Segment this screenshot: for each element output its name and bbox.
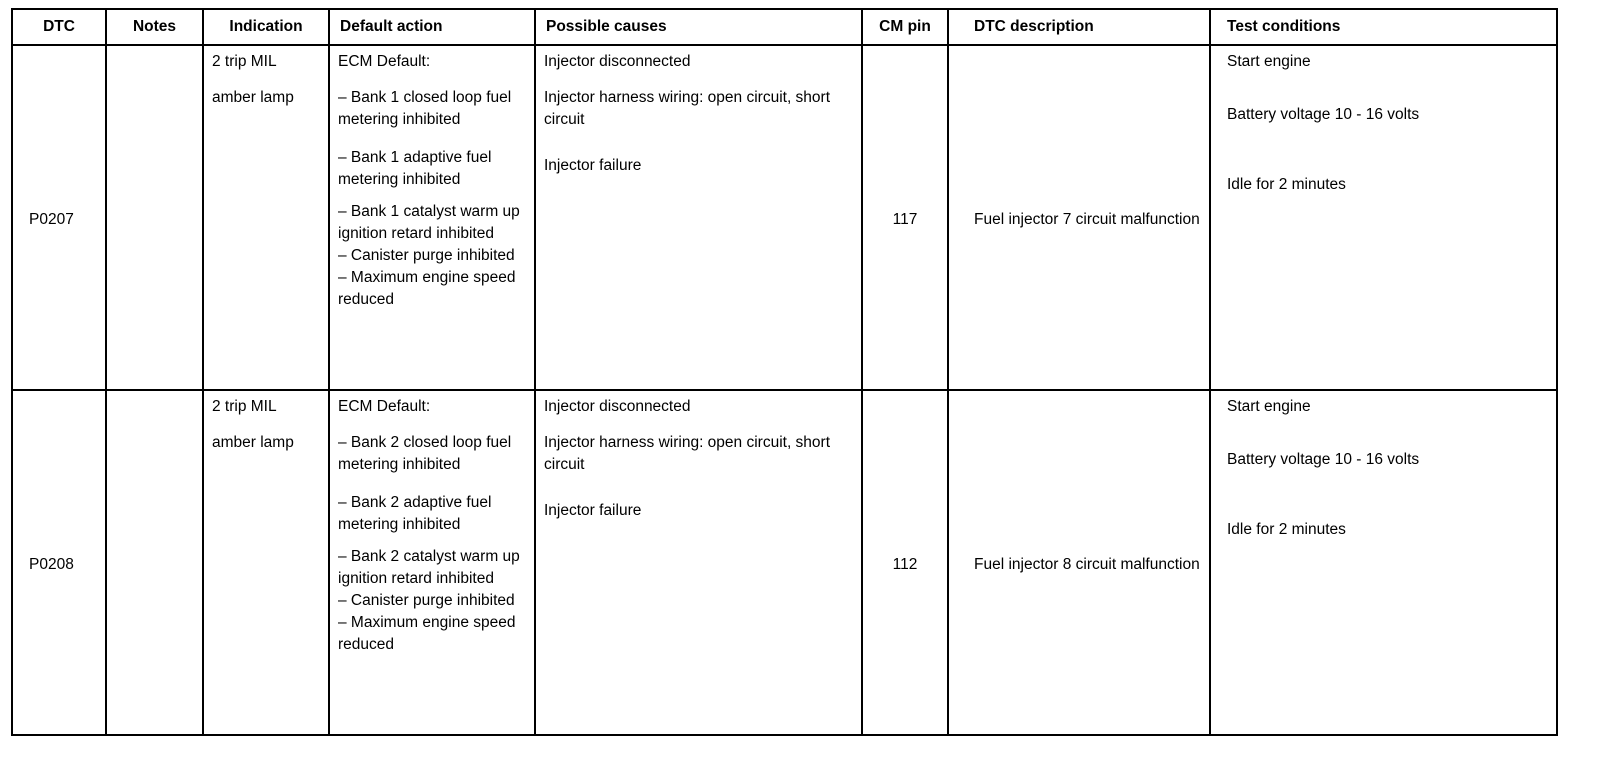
- indication-line: 2 trip MIL: [212, 53, 277, 70]
- default-action-line: – Bank 1 closed loop fuel metering inhibited: [338, 89, 512, 128]
- default-action-line: ECM Default:: [338, 53, 431, 70]
- header-row: [12, 9, 1557, 45]
- default-action-line: – Bank 2 catalyst warm up ignition retard inhibited: [338, 548, 520, 587]
- possible-cause-line: Injector disconnected: [544, 53, 691, 70]
- default-action-line: ECM Default:: [338, 398, 431, 415]
- header-dtc: DTC: [12, 9, 106, 45]
- possible-cause-line: Injector disconnected: [544, 398, 691, 415]
- indication-line: amber lamp: [212, 89, 294, 106]
- header-notes: Notes: [106, 9, 203, 45]
- dtc-table: [11, 8, 1558, 736]
- test-condition-line: Start engine: [1227, 398, 1311, 415]
- default-action-line: – Maximum engine speed reduced: [338, 614, 516, 653]
- test-conditions-cell: [1210, 390, 1557, 735]
- cm-pin: 117: [862, 45, 948, 390]
- header-dtc-description: DTC description: [948, 9, 1210, 45]
- default-action-cell: [329, 390, 535, 735]
- default-action-line: – Bank 1 adaptive fuel metering inhibited: [338, 149, 492, 188]
- possible-causes-cell: [535, 390, 862, 735]
- indication-line: 2 trip MIL: [212, 398, 277, 415]
- header-possible-causes: Possible causes: [535, 9, 862, 45]
- default-action-line: – Bank 2 adaptive fuel metering inhibited: [338, 494, 492, 533]
- indication-cell: [203, 45, 329, 390]
- default-action-line: – Canister purge inhibited: [338, 592, 515, 609]
- default-action-cell: [329, 45, 535, 390]
- possible-causes-cell: [535, 45, 862, 390]
- indication-line: amber lamp: [212, 434, 294, 451]
- possible-cause-line: Injector failure: [544, 502, 642, 519]
- possible-cause-line: Injector harness wiring: open circuit, short circuit: [544, 89, 831, 128]
- test-condition-line: Idle for 2 minutes: [1227, 176, 1346, 193]
- notes-cell: [106, 45, 203, 390]
- test-condition-line: Battery voltage 10 - 16 volts: [1227, 451, 1420, 468]
- table-row: [12, 390, 1557, 735]
- dtc-description: Fuel injector 7 circuit malfunction: [948, 45, 1210, 390]
- possible-cause-line: Injector failure: [544, 157, 642, 174]
- table-row: [12, 45, 1557, 390]
- header-indication: Indication: [203, 9, 329, 45]
- dtc-description: Fuel injector 8 circuit malfunction: [948, 390, 1210, 735]
- test-condition-line: Start engine: [1227, 53, 1311, 70]
- header-default-action: Default action: [329, 9, 535, 45]
- test-condition-line: Idle for 2 minutes: [1227, 521, 1346, 538]
- test-condition-line: Battery voltage 10 - 16 volts: [1227, 106, 1420, 123]
- header-cm-pin: CM pin: [862, 9, 948, 45]
- test-conditions-cell: [1210, 45, 1557, 390]
- cm-pin: 112: [862, 390, 948, 735]
- default-action-line: – Maximum engine speed reduced: [338, 269, 516, 308]
- dtc-code: P0207: [12, 45, 106, 390]
- header-test-conditions: Test conditions: [1210, 9, 1557, 45]
- indication-cell: [203, 390, 329, 735]
- possible-cause-line: Injector harness wiring: open circuit, short circuit: [544, 434, 831, 473]
- default-action-line: – Bank 2 closed loop fuel metering inhibited: [338, 434, 512, 473]
- dtc-code: P0208: [12, 390, 106, 735]
- default-action-line: – Canister purge inhibited: [338, 247, 515, 264]
- default-action-line: – Bank 1 catalyst warm up ignition retard inhibited: [338, 203, 520, 242]
- notes-cell: [106, 390, 203, 735]
